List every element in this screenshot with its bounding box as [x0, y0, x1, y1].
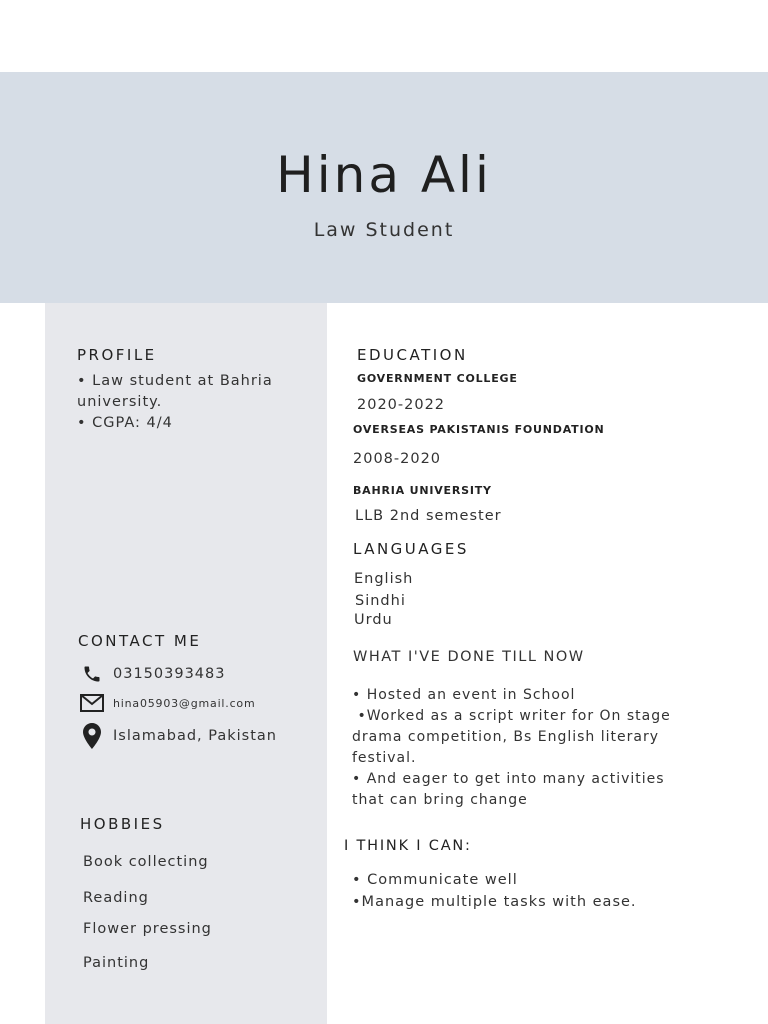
education-school: GOVERNMENT COLLEGE	[357, 372, 518, 385]
education-school: BAHRIA UNIVERSITY	[353, 484, 492, 497]
experience-line: •Worked as a script writer for On stage	[352, 708, 671, 724]
profile-text	[77, 371, 273, 434]
skill-item: •Manage multiple tasks with ease.	[352, 894, 637, 910]
skill-item: • Communicate well	[352, 872, 518, 888]
experience-line: drama competition, Bs English literary	[352, 729, 659, 745]
experience-line: • And eager to get into many activities	[352, 771, 665, 787]
hobby-item: Reading	[83, 890, 149, 906]
mail-icon	[80, 694, 104, 712]
education-detail: LLB 2nd semester	[355, 508, 502, 524]
profile-line: • CGPA: 4/4	[77, 415, 173, 431]
experience-line: • Hosted an event in School	[352, 687, 576, 703]
location-pin-icon	[80, 723, 104, 749]
contact-email	[80, 694, 255, 712]
person-name: Hina Ali	[276, 146, 492, 204]
email-address: hina05903@gmail.com	[113, 696, 256, 710]
education-school: OVERSEAS PAKISTANIS FOUNDATION	[353, 423, 605, 436]
contact-location	[80, 723, 277, 749]
education-heading: EDUCATION	[357, 346, 468, 364]
phone-number: 03150393483	[113, 666, 226, 682]
experience-text	[352, 685, 671, 811]
profile-line: • Law student at Bahria	[77, 373, 273, 389]
hobby-item: Flower pressing	[83, 921, 212, 937]
hobbies-heading: HOBBIES	[80, 815, 165, 833]
experience-heading: WHAT I'VE DONE TILL NOW	[353, 649, 585, 665]
language-item: English	[354, 571, 414, 587]
hobby-item: Painting	[83, 955, 150, 971]
contact-heading: CONTACT ME	[78, 632, 202, 650]
experience-line: that can bring change	[352, 792, 528, 808]
language-item: Sindhi	[355, 593, 406, 609]
profile-heading: PROFILE	[77, 346, 157, 364]
contact-phone	[80, 664, 225, 684]
profile-line: university.	[77, 394, 163, 410]
languages-heading: LANGUAGES	[353, 540, 469, 558]
experience-line: festival.	[352, 750, 417, 766]
skills-heading: I THINK I CAN:	[344, 838, 472, 854]
education-detail: 2020-2022	[357, 397, 446, 413]
education-detail: 2008-2020	[353, 451, 442, 467]
job-title: Law Student	[313, 219, 455, 241]
location-text: Islamabad, Pakistan	[113, 728, 277, 744]
language-item: Urdu	[354, 612, 393, 628]
hobby-item: Book collecting	[83, 854, 209, 870]
phone-icon	[80, 664, 104, 684]
